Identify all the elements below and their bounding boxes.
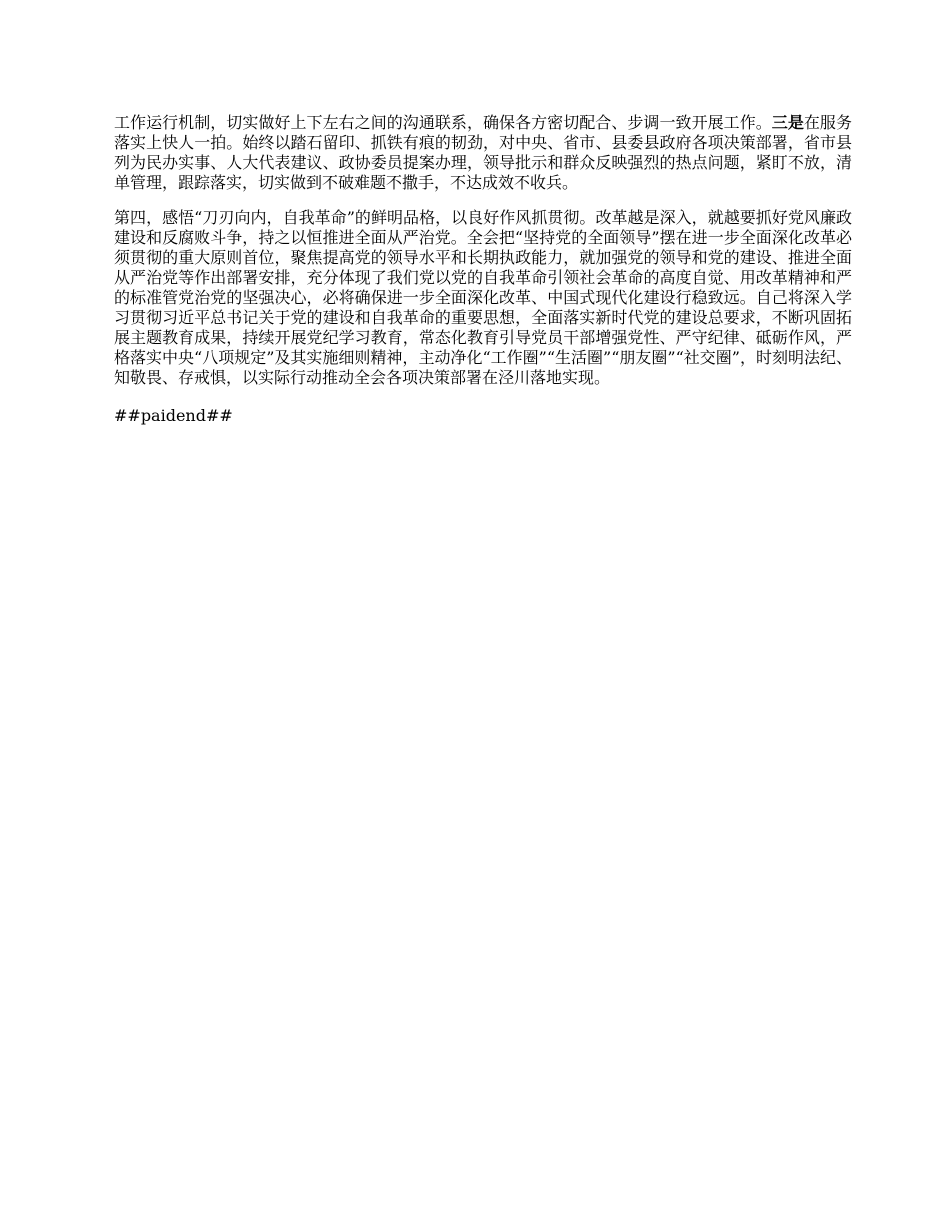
paragraph-1 <box>114 113 852 193</box>
paid-end-marker: ##paidend## <box>114 406 233 425</box>
paragraph-1-bold-term: 三是 <box>771 113 804 132</box>
paragraph-1-lead: 工作运行机制，切实做好上下左右之间的沟通联系，确保各方密切配合、步调一致开展工作。 <box>114 113 772 132</box>
paragraph-1-rest: 在服务落实上快人一拍。始终以踏石留印、抓铁有痕的韧劲，对中央、省市、县委县政府各项决策部署，省市县列为民办实事、人大代表建议、政协委员提案办理，领导批示和群众反映强烈的热点问题，紧盯不放，清单管理，跟踪落实，切实做到不破难题不撒手，不达成效不收兵。 <box>114 113 852 192</box>
paragraph-2: 第四，感悟“刀刃向内，自我革命”的鲜明品格，以良好作风抓贯彻。改革越是深入，就越要抓好党风廉政建设和反腐败斗争，持之以恒推进全面从严治党。全会把“坚持党的全面领导”摆在进一步全面深化改革必须贯彻的重大原则首位，聚焦提高党的领导水平和长期执政能力，就加强党的领导和党的建设、推进全面从严治党等作出部署安排，充分体现了我们党以党的自我革命引领社会革命的高度自觉、用改革精神和严的标准管党治党的坚强决心，必将确保进一步全面深化改革、中国式现代化建设行稳致远。自己将深入学习贯彻习近平总书记关于党的建设和自我革命的重要思想，全面落实新时代党的建设总要求，不断巩固拓展主题教育成果，持续开展党纪学习教育，常态化教育引导党员干部增强党性、严守纪律、砥砺作风，严格落实中央“八项规定”及其实施细则精神，主动净化“工作圈”“生活圈”“朋友圈”“社交圈”，时刻明法纪、知敬畏、存戒惧，以实际行动推动全会各项决策部署在泾川落地实现。 <box>114 208 852 387</box>
document-body <box>114 113 852 426</box>
